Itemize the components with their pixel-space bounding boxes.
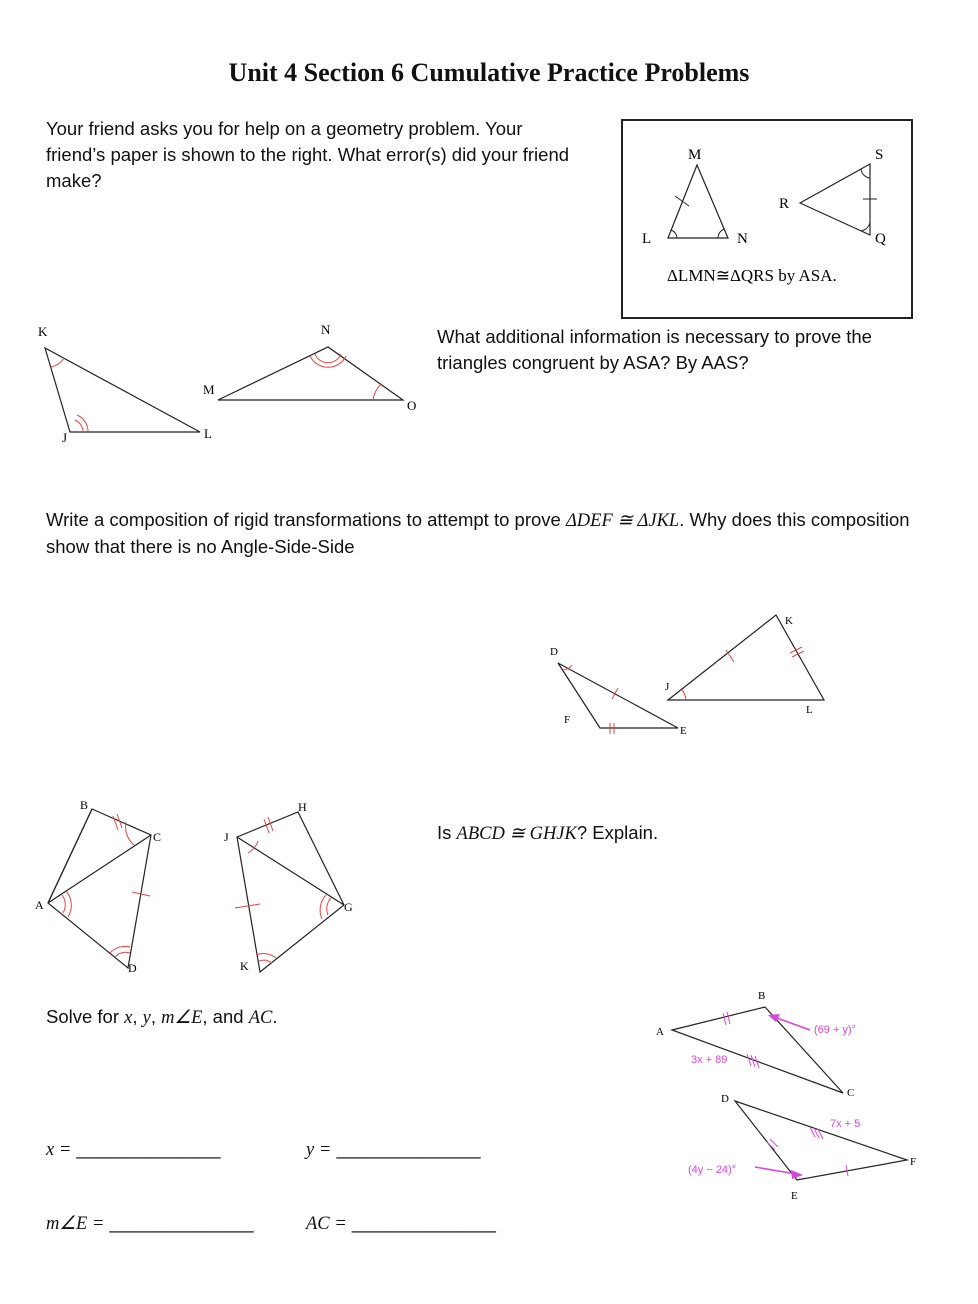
angle-mark-a-inner (62, 895, 65, 913)
label-f: F (910, 1156, 917, 1168)
angle-mark-g-outer (320, 895, 326, 919)
answer-x-label: x = (46, 1140, 72, 1160)
angle-mark-j-inner (75, 420, 83, 432)
label-j: J (224, 830, 229, 844)
label-c: C (153, 830, 162, 844)
problem-5-sep-1: , (132, 1006, 143, 1027)
label-e: E (680, 725, 687, 737)
side-tick-bc-1 (113, 816, 118, 830)
label-k: K (240, 959, 249, 973)
problem-3-text (46, 507, 936, 560)
label-m: M (688, 147, 702, 163)
expr-df: 7x + 5 (830, 1118, 861, 1130)
var-ac: AC (248, 1008, 273, 1028)
expr-angle-e: (4y − 24)° (688, 1164, 737, 1176)
problem-1-text: Your friend asks you for help on a geometry problem. Your friend’s paper is shown to the right. What error(s) did your friend make? (46, 118, 570, 191)
angle-mark-k-inner (259, 960, 272, 963)
triangle-qrs (800, 164, 870, 235)
triangle-jkl (45, 348, 200, 432)
problem-4-text-a: Is (437, 822, 457, 843)
diagonal-jg (237, 837, 344, 905)
problem-5-text-a: Solve for (46, 1006, 125, 1027)
label-k: K (785, 615, 793, 627)
label-h: H (298, 800, 307, 814)
angle-mark-l (671, 230, 677, 238)
expr-angle-b: (69 + y)° (814, 1024, 856, 1036)
triangle-lmn (668, 165, 728, 238)
label-d: D (721, 1093, 729, 1105)
answer-ac-blank[interactable]: ______________ (351, 1212, 496, 1233)
label-q: Q (875, 231, 886, 247)
angle-mark-a-outer (66, 891, 71, 917)
problem-5-figure (650, 985, 930, 1205)
label-g: G (344, 900, 353, 914)
label-a: A (656, 1026, 664, 1038)
answer-y-blank[interactable]: ______________ (336, 1138, 481, 1159)
problem-4-text (437, 820, 837, 847)
label-l: L (642, 231, 652, 247)
angle-mark-d-inner (115, 952, 130, 957)
expr-ab: 3x + 89 (691, 1054, 728, 1066)
friend-paper-figure (623, 121, 911, 317)
label-n: N (737, 231, 748, 247)
label-b: B (758, 990, 766, 1002)
side-tick-kl-2 (792, 651, 804, 657)
side-tick-kl-1 (790, 647, 802, 653)
answer-me-blank[interactable]: ______________ (109, 1212, 254, 1233)
label-r: R (779, 196, 790, 212)
problem-5-sep-3: , and (202, 1006, 249, 1027)
side-tick-ab-1 (723, 1013, 726, 1025)
side-tick-jk (235, 904, 260, 908)
angle-mark-j (682, 690, 686, 700)
label-c: C (847, 1087, 855, 1099)
problem-3-text-b: . Why does this composition show that there is no Angle-Side-Side (46, 509, 910, 557)
label-l: L (806, 704, 813, 716)
angle-mark-n-inner (315, 354, 341, 363)
label-o: O (407, 398, 417, 413)
answer-ac (306, 1212, 496, 1235)
angle-arrowhead-e (791, 1170, 803, 1179)
angle-mark-n-outer (310, 356, 346, 367)
quadrilateral-ghjk (237, 812, 344, 972)
page-title: Unit 4 Section 6 Cumulative Practice Problems (228, 58, 750, 87)
side-tick-lm (675, 196, 689, 206)
label-b: B (80, 798, 89, 812)
problem-5-end: . (272, 1006, 278, 1027)
angle-mark-k (51, 358, 64, 367)
side-tick-ac-2 (751, 1055, 755, 1067)
label-e: E (791, 1190, 798, 1202)
label-n: N (321, 322, 331, 337)
label-k: K (38, 324, 48, 339)
side-tick-ab-2 (727, 1012, 730, 1024)
label-d: D (550, 646, 558, 658)
angle-mark-k-outer (256, 954, 276, 958)
friend-paper-box (621, 119, 913, 319)
problem-3-figure (540, 610, 840, 740)
problem-3-math: ΔDEF ≅ ΔJKL (565, 511, 680, 531)
label-d: D (128, 961, 137, 975)
problem-2-figure (30, 318, 430, 448)
answer-y (306, 1138, 481, 1161)
var-y: y (142, 1008, 151, 1028)
var-x: x (124, 1008, 133, 1028)
answer-ac-label: AC = (306, 1214, 347, 1234)
label-j: J (62, 430, 68, 445)
problem-5-text (46, 1004, 446, 1031)
angle-e: m∠E (161, 1008, 203, 1028)
angle-mark-n (718, 229, 724, 238)
problem-4-figure (30, 795, 370, 985)
label-f: F (564, 714, 571, 726)
label-a: A (35, 898, 44, 912)
triangle-jkl (668, 615, 824, 700)
answer-me-label: m∠E = (46, 1214, 105, 1234)
answer-x (46, 1138, 221, 1161)
problem-2-text: What additional information is necessary to prove the triangles congruent by ASA? By AAS? (437, 326, 872, 373)
triangle-abc (672, 1007, 843, 1093)
answer-y-label: y = (306, 1140, 332, 1160)
answer-me (46, 1212, 254, 1235)
answer-x-blank[interactable]: ______________ (76, 1138, 221, 1159)
problem-3-text-a: Write a composition of rigid transformations to attempt to prove (46, 509, 566, 530)
congruence-statement: ΔLMN≅ΔQRS by ASA. (667, 266, 837, 285)
angle-mark-s (861, 169, 870, 178)
problem-5-sep-2: , (150, 1006, 162, 1027)
side-tick-de (612, 688, 618, 699)
problem-4-math: ABCD ≅ GHJK (456, 824, 577, 844)
angle-mark-q (861, 223, 870, 231)
side-tick-ac-1 (747, 1054, 751, 1066)
label-j: J (665, 681, 670, 693)
quadrilateral-abcd (48, 809, 151, 968)
label-m: M (203, 382, 215, 397)
triangle-def (558, 663, 678, 728)
problem-4-text-b: ? Explain. (576, 822, 659, 843)
angle-mark-g-inner (327, 898, 331, 915)
label-l: L (204, 426, 212, 441)
label-s: S (875, 147, 884, 163)
angle-mark-o (373, 384, 381, 400)
